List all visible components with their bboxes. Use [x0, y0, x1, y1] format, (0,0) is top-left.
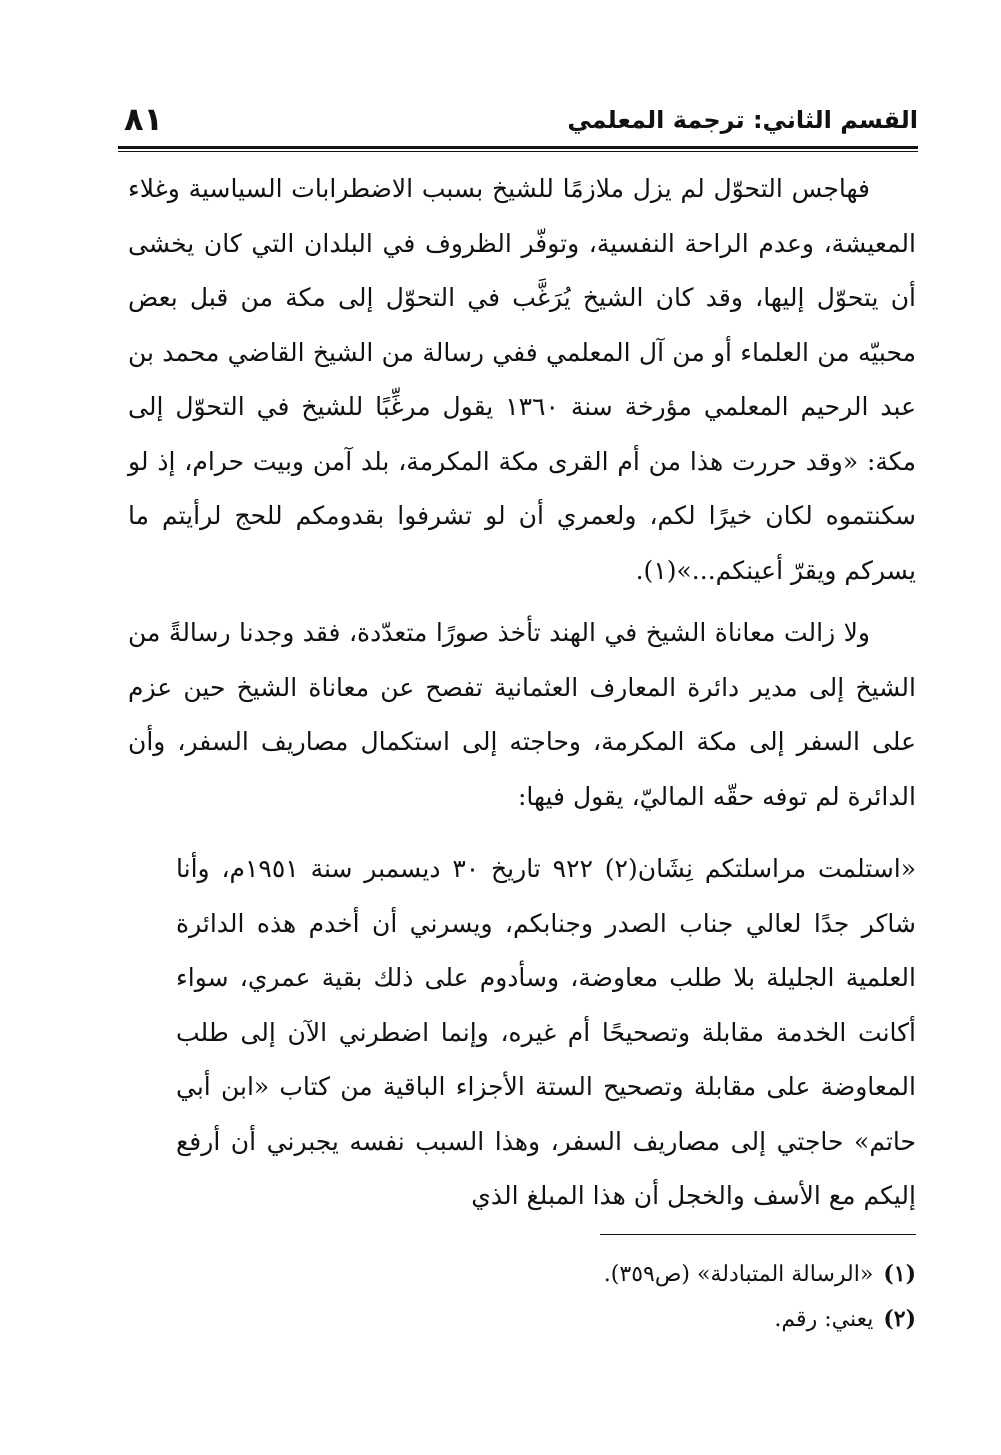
footnote-text: يعني: رقم. [774, 1307, 874, 1332]
footnote-number: (٢) [883, 1306, 916, 1332]
running-header [118, 100, 918, 144]
paragraph-1: فهاجس التحوّل لم يزل ملازمًا للشيخ بسبب الاضطرابات السياسية وغلاء المعيشة، وعدم الراحة النفسية، وتوفّر الظروف في البلدان التي كان يخشى أن يتحوّل إليها، وقد كان الشيخ يُرَغَّب في التحوّل إلى مكة من قبل بعض محبيّه من العلماء أو من آل المعلمي ففي رسالة من الشيخ القاضي محمد بن عبد الرحيم المعلمي مؤرخة سنة ١٣٦٠ يقول مرغِّبًا للشيخ في التحوّل إلى مكة: «وقد حررت هذا من أم القرى مكة المكرمة، بلد آمن وبيت حرام، إذ لو سكنتموه لكان خيرًا لكم، ولعمري أن لو تشرفوا بقدومكم للحج لرأيتم ما يسركم ويقرّ أعينكم...»(١). [128, 174, 916, 585]
page-number: ٨١ [124, 100, 164, 138]
header-rule [118, 146, 918, 149]
paragraph-2: ولا زالت معاناة الشيخ في الهند تأخذ صورًا متعدّدة، فقد وجدنا رسالةً من الشيخ إلى مدير دائرة المعارف العثمانية تفصح عن معاناة الشيخ حين عزم على السفر إلى مكة المكرمة، وحاجته إلى استكمال مصاريف السفر، وأن الدائرة لم توفه حقّه الماليّ، يقول فيها: [128, 618, 916, 811]
header-rule-thin [118, 151, 918, 152]
footnote-number: (١) [883, 1261, 916, 1287]
footnote-2 [216, 1297, 916, 1342]
footnote-text: «الرسالة المتبادلة» (ص٣٥٩). [603, 1262, 874, 1287]
footnote-1 [216, 1252, 916, 1297]
quoted-letter: «استلمت مراسلتكم نِشَان(٢) ٩٢٢ تاريخ ٣٠ ديسمبر سنة ١٩٥١م، وأنا شاكر جدًا لعالي جناب الصدر وجنابكم، ويسرني أن أخدم هذه الدائرة العلمية الجليلة بلا طلب معاوضة، وسأدوم على ذلك بقية عمري، سواء أكانت الخدمة مقابلة وتصحيحًا أم غيره، وإنما اضطرني الآن إلى طلب المعاوضة على مقابلة وتصحيح الستة الأجزاء الباقية من كتاب «ابن أبي حاتم» حاجتي إلى مصاريف السفر، وهذا السبب نفسه يجبرني أن أرفع إليكم مع الأسف والخجل أن هذا المبلغ الذي [176, 854, 917, 1210]
footnote-separator [600, 1234, 916, 1235]
main-text [128, 162, 916, 824]
footnotes [216, 1252, 916, 1342]
header-title: القسم الثاني: ترجمة المعلمي [567, 106, 918, 134]
